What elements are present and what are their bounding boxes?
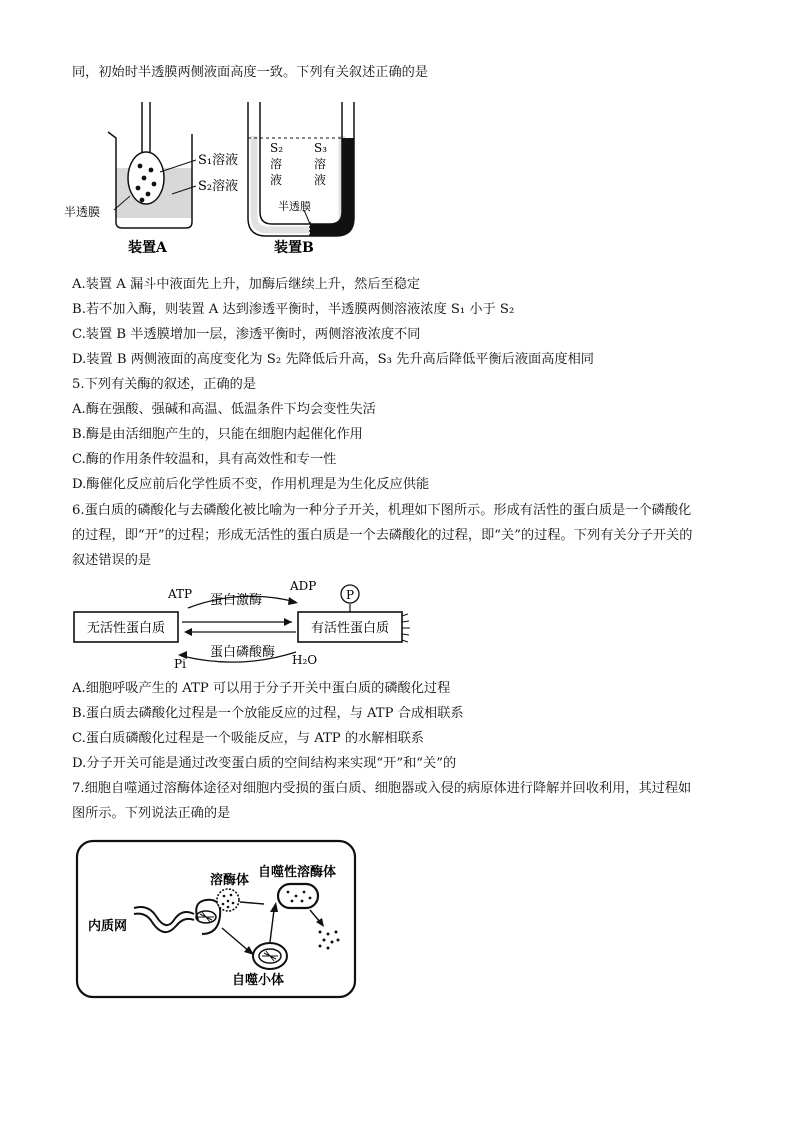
q4-option-b: B.若不加入酶，则装置 A 达到渗透平衡时，半透膜两侧溶液浓度 S₁ 小于 S₂ [72,302,515,317]
b-s2-ye: 液 [270,173,283,187]
lysosome [217,889,239,911]
q4-option-d: D.装置 B 两侧液面的高度变化为 S₂ 先降低后升高，S₃ 先升高后降低平衡后液面高度相同 [72,352,594,367]
q6-option-b: B.蛋白质去磷酸化过程是一个放能反应的过程，与 ATP 合成相联系 [72,706,464,721]
molecular-switch-figure [70,578,430,674]
active-protein-label: 有活性蛋白质 [310,621,390,636]
q6-stem-line-1: 6.蛋白质的磷酸化与去磷酸化被比喻为一种分子开关，机理如下图所示。形成有活性的蛋白质是一个磷酸化 [72,503,692,518]
s2-label: S₂溶液 [198,179,239,194]
autolysosome-label: 自噬性溶酶体 [258,865,337,880]
autophagosome [253,943,287,969]
q7-stem-line-2: 图所示。下列说法正确的是 [72,806,231,821]
intro-line: 同，初始时半透膜两侧液面高度一致。下列有关叙述正确的是 [72,65,429,80]
b-s2-label: S₂ [270,141,284,155]
membrane-a-label: 半透膜 [64,205,101,219]
q6-option-d: D.分子开关可能是通过改变蛋白质的空间结构来实现“开”和“关”的 [72,756,457,771]
autophagosome-label: 自噬小体 [232,973,285,988]
q7-stem-line-1: 7.细胞自噬通过溶酶体途径对细胞内受损的蛋白质、细胞器或入侵的病原体进行降解并回收利用，其过程如 [72,781,692,796]
engulfing-vesicle [196,900,220,934]
phosphate-label: P [345,588,355,602]
lysosome-label: 溶酶体 [210,873,250,888]
osmosis-figure [60,98,380,260]
b-s2-rong: 溶 [270,157,283,171]
q4-option-c: C.装置 B 半透膜增加一层，渗透平衡时，两侧溶液浓度不同 [72,327,421,342]
apparatus-b-label: 装置B [274,240,314,256]
apparatus-a-label: 装置A [128,240,167,256]
q6-option-a: A.细胞呼吸产生的 ATP 可以用于分子开关中蛋白质的磷酸化过程 [72,681,451,696]
q6-stem-line-3: 叙述错误的是 [72,553,152,568]
b-s3-ye: 液 [314,173,327,187]
er-membrane [134,907,194,925]
q6-option-c: C.蛋白质磷酸化过程是一个吸能反应，与 ATP 的水解相联系 [72,731,424,746]
q5-option-b: B.酶是由活细胞产生的，只能在细胞内起催化作用 [72,427,363,442]
q6-stem-line-2: 的过程，即“开”的过程；形成无活性的蛋白质是一个去磷酸化的过程，即“关”的过程。下列有关分子开关的 [72,528,693,543]
atp-label: ATP [168,587,193,601]
membrane-b-label: 半透膜 [278,200,311,213]
q5-option-c: C.酶的作用条件较温和，具有高效性和专一性 [72,452,337,467]
q5-stem: 5.下列有关酶的叙述，正确的是 [72,377,257,392]
b-s3-rong: 溶 [314,157,327,171]
q5-option-d: D.酶催化反应前后化学性质不变，作用机理是为生化反应供能 [72,477,430,492]
apparatus-a [64,102,238,256]
water-label: H₂O [292,653,318,667]
er-label: 内质网 [88,919,128,934]
phosphatase-label: 蛋白磷酸酶 [210,645,276,660]
q4-option-a: A.装置 A 漏斗中液面先上升，加酶后继续上升，然后至稳定 [72,277,421,292]
autophagy-figure [74,838,360,1002]
b-s3-label: S₃ [314,141,328,155]
adp-label: ADP [290,579,317,593]
s1-label: S₁溶液 [198,153,239,168]
autolysosome [278,884,318,908]
degraded-products [319,931,340,950]
q5-option-a: A.酶在强酸、强碱和高温、低温条件下均会变性失活 [72,402,376,417]
apparatus-b [248,102,354,256]
pi-label: Pi [174,657,186,671]
kinase-label: 蛋白激酶 [210,593,263,608]
inactive-protein-label: 无活性蛋白质 [86,621,166,636]
